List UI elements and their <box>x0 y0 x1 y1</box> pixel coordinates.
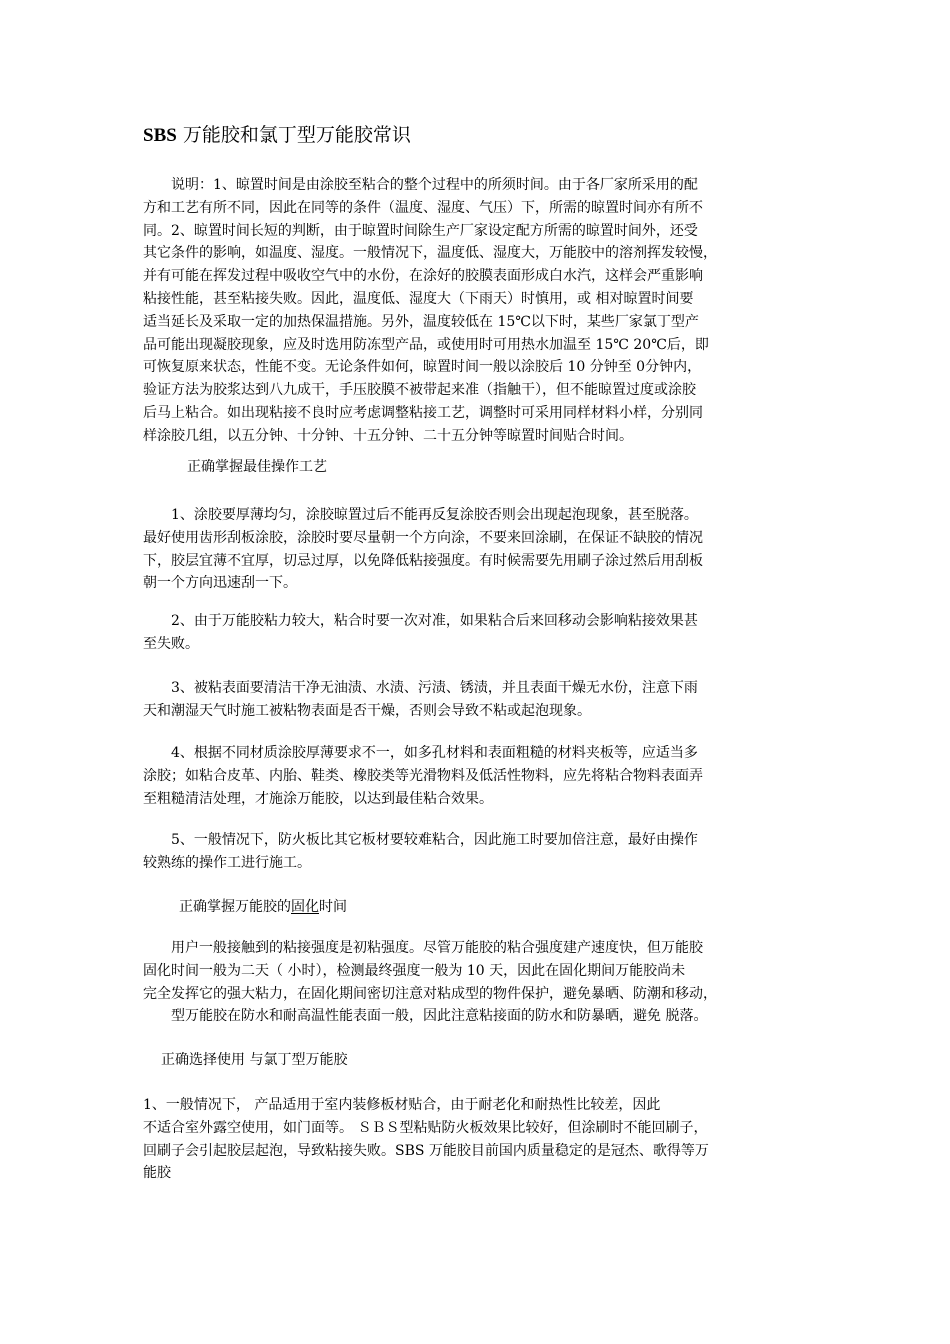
section3-paragraph <box>143 1094 811 1185</box>
heading-text: 时间 <box>319 899 347 915</box>
section-heading-process: 正确掌握最佳操作工艺 <box>187 459 327 475</box>
text-line: 1、涂胶要厚薄均匀，涂胶晾置过后不能再反复涂胶否则会出现起泡现象，甚至脱落。 <box>143 507 698 523</box>
text-line: 同。2、晾置时间长短的判断，由于晾置时间除生产厂家设定配方所需的晾置时间外，还受 <box>143 222 698 239</box>
text-line: 并有可能在挥发过程中吸收空气中的水份，在涂好的胶膜表面形成白水汽，这样会严重影响 <box>143 268 703 285</box>
text-line: 最好使用齿形刮板涂胶，涂胶时要尽量朝一个方向涂，不要来回涂刷，在保证不缺胶的情况 <box>143 529 703 546</box>
text-line: 样涂胶几组，以五分钟、十分钟、十五分钟、二十五分钟等晾置时间贴合时间。 <box>143 427 633 444</box>
curing-link[interactable]: 固化 <box>291 899 319 915</box>
text-line: 品可能出现凝胶现象，应及时选用防冻型产品，或使用时可用热水加温至 15℃ 20℃后，即 <box>143 336 709 353</box>
text-line: 4、根据不同材质涂胶厚薄要求不一，如多孔材料和表面粗糙的材料夹板等，应适当多 <box>143 745 698 761</box>
text-line: 至失败。 <box>143 635 199 652</box>
text-line: 下，胶层宜薄不宜厚，切忌过厚，以免降低粘接强度。有时候需要先用刷子涂过然后用刮板 <box>143 552 703 569</box>
section-heading-curing <box>179 896 347 918</box>
text-line: 天和潮湿天气时施工被粘物表面是否干燥，否则会导致不粘或起泡现象。 <box>143 702 591 719</box>
heading-text: 正确掌握万能胶的 <box>179 899 291 915</box>
text-line: 5、一般情况下，防火板比其它板材要较难粘合，因此施工时要加倍注意，最好由操作 <box>143 832 698 848</box>
text-line: 涂胶；如粘合皮革、内胎、鞋类、橡胶类等光滑物料及低活性物料，应先将粘合物料表面弄 <box>143 767 703 784</box>
section1-item-2 <box>143 610 811 656</box>
title-brand: SBS <box>143 125 177 146</box>
text-line: 验证方法为胶浆达到八九成干，手压胶膜不被带起来准（指触干），但不能晾置过度或涂胶 <box>143 382 696 399</box>
section1-item-3 <box>143 677 811 723</box>
text-line: 方和工艺有所不同，因此在同等的条件（温度、湿度、气压）下，所需的晾置时间亦有所不 <box>143 199 703 216</box>
text-line: 能胶 <box>143 1165 171 1182</box>
section2-paragraph <box>143 937 811 1028</box>
text-line: 回刷子会引起胶层起泡，导致粘接失败。SBS 万能胶目前国内质量稳定的是冠杰、歌得等万 <box>143 1142 709 1159</box>
text-line: 用户一般接触到的粘接强度是初粘强度。尽管万能胶的粘合强度建产速度快，但万能胶 <box>143 940 703 956</box>
intro-paragraph <box>143 174 811 448</box>
title-text: 万能胶和氯丁型万能胶常识 <box>176 124 411 146</box>
text-line: 朝一个方向迅速刮一下。 <box>143 575 297 592</box>
text-line: 3、被粘表面要清洁干净无油渍、水渍、污渍、锈渍，并且表面干燥无水份，注意下雨 <box>143 680 698 696</box>
text-line: 适当延长及采取一定的加热保温措施。另外，温度较低在 15℃以下时，某些厂家氯丁型产 <box>143 313 699 330</box>
text-line: 后马上粘合。如出现粘接不良时应考虑调整粘接工艺，调整时可采用同样材料小样，分别同 <box>143 404 703 421</box>
section1-item-5 <box>143 829 811 875</box>
section1-item-1 <box>143 504 811 595</box>
text-line: 不适合室外露空使用，如门面等。 ＳＢＳ型粘贴防火板效果比较好，但涂刷时不能回刷子， <box>143 1119 708 1136</box>
text-line: 可恢复原来状态，性能不变。无论条件如何，晾置时间一般以涂胶后 10 分钟至 0分钟内， <box>143 359 702 376</box>
text-line: 固化时间一般为二天（ 小时），检测最终强度一般为 10 天，因此在固化期间万能胶尚未 <box>143 962 686 979</box>
text-line: 2、由于万能胶粘力较大，粘合时要一次对准，如果粘合后来回移动会影响粘接效果甚 <box>143 613 698 629</box>
section1-item-4 <box>143 742 811 810</box>
document-title <box>143 122 411 149</box>
text-line: 说明：1、晾置时间是由涂胶至粘合的整个过程中的所须时间。由于各厂家所采用的配 <box>143 177 698 193</box>
text-line: 其它条件的影响，如温度、湿度。一般情况下，温度低、湿度大，万能胶中的溶剂挥发较慢， <box>143 245 717 262</box>
text-line: 较熟练的操作工进行施工。 <box>143 854 311 871</box>
text-line: 1、一般情况下， 产品适用于室内装修板材贴合，由于耐老化和耐热性比较差，因此 <box>143 1097 661 1113</box>
text-line: 型万能胶在防水和耐高温性能表面一般，因此注意粘接面的防水和防暴晒，避免 脱落。 <box>143 1008 708 1025</box>
text-line: 完全发挥它的强大粘力，在固化期间密切注意对粘成型的物件保护，避免暴晒、防潮和移动， <box>143 985 717 1002</box>
section-heading-selection: 正确选择使用 与氯丁型万能胶 <box>161 1052 348 1068</box>
text-line: 粘接性能，甚至粘接失败。因此，温度低、湿度大（下雨天）时慎用，或 相对晾置时间要 <box>143 290 694 307</box>
text-line: 至粗糙清洁处理，才施涂万能胶，以达到最佳粘合效果。 <box>143 790 493 807</box>
